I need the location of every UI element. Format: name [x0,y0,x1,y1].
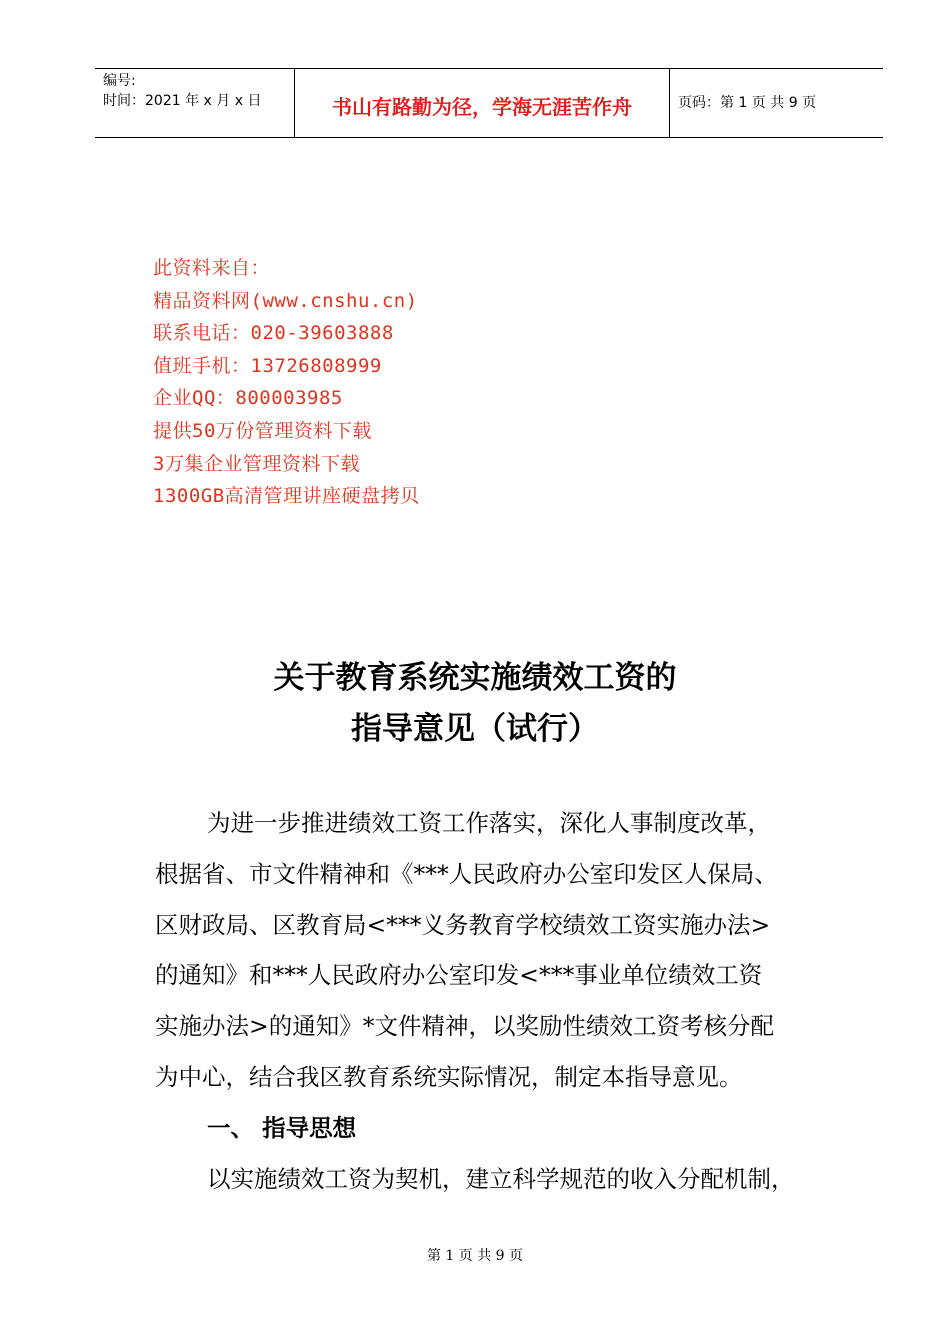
document-body [155,798,845,1204]
source-line: 此资料来自： [153,257,271,279]
body-paragraph-line: 根据省、市文件精神和《***人民政府办公室印发区人保局、 [155,859,778,888]
body-paragraph-line: 以实施绩效工资为契机，建立科学规范的收入分配机制， [207,1164,795,1193]
header-info-cell [95,69,295,137]
page-footer: 第 1 页 共 9 页 [426,1248,524,1264]
source-info-block [153,252,420,513]
document-title-line-1: 关于教育系统实施绩效工资的 [273,660,677,696]
source-line: 精品资料网(www.cnshu.cn) [153,289,418,312]
source-line: 提供50万份管理资料下载 [153,419,372,442]
body-paragraph-line: 实施办法>的通知》*文件精神，以奖励性绩效工资考核分配 [155,1012,774,1041]
header-motto: 书山有路勤为径，学海无涯苦作舟 [332,95,632,119]
body-paragraph-line: 为进一步推进绩效工资工作落实，深化人事制度改革， [207,809,771,837]
header-page-cell [670,69,883,137]
source-line: 联系电话：020-39603888 [153,322,394,345]
body-paragraph-line: 的通知》和***人民政府办公室印发<***事业单位绩效工资 [155,961,763,990]
document-title-line-2: 指导意见（试行） [351,711,599,747]
time-label: 时间：2021 年 x 月 x 日 [103,93,262,109]
body-paragraph-line: 区财政局、区教育局<***义务教育学校绩效工资实施办法> [155,910,771,939]
source-line: 值班手机：13726808999 [153,354,382,377]
page-label: 页码：第 1 页 共 9 页 [678,95,817,111]
header-motto-cell [295,69,670,137]
source-line: 3万集企业管理资料下载 [153,452,360,475]
document-header [95,68,883,138]
source-line: 企业QQ：800003985 [153,387,343,410]
body-paragraph-line: 为中心，结合我区教育系统实际情况，制定本指导意见。 [155,1062,743,1091]
section-heading: 一、 指导思想 [207,1113,357,1142]
code-label: 编号: [103,73,136,89]
source-line: 1300GB高清管理讲座硬盘拷贝 [153,485,420,508]
